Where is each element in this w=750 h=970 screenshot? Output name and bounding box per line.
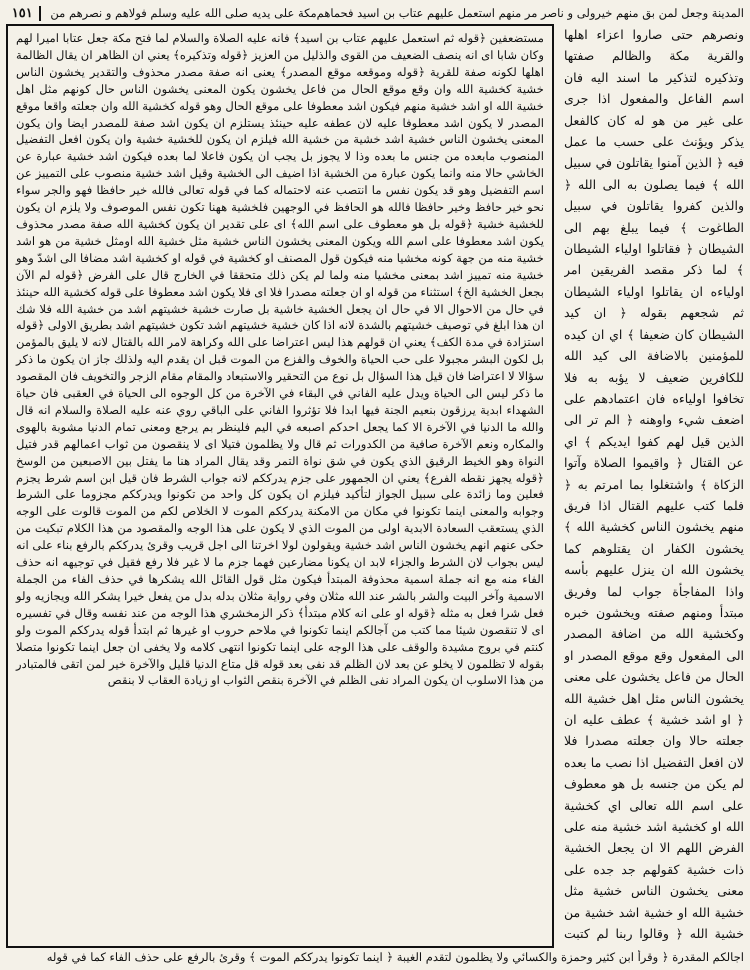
commentary-text: مستضعفين ﴿قوله ثم استعمل عليهم عتاب بن اسيد﴾ فانه عليه الصلاة والسلام لما فتح مكة جعل عتابا اميرا لهم وكان شابا اى انه ينصف الضعيف من القوى والذليل من العزيز ﴿قوله وتذكيره﴾ يعني ان الظاهر ان يقال الظالمة اهلها لكونه صفة للقرية ﴿قوله وموقعه موقع المصدر﴾ يعنى انه صفة مصدر محذوف والتقدير يخشون الناس خشية كخشية الله وان وقع موقع الحال من فاعل يخشون يكون المعنى يخشون الناس حال كونهم مثل اهل خشية الله او اشد خشية منهم فيكون اشد معطوفا على موقع الحال وهو قوله كخشية الله وان جعلته واقعا موقع المصدر لا يكون اشد معطوفا عليه لان عطفه عليه حينئذ يستلزم ان يكون اشد صفة للمصدر ايضا وان يكون المعنى يخشون الناس خشية اشد خشية من خشية الله فيلزم ان يكون للخشية خشية وان يكون افعل التفضيل المنصوب مابعده من جنس ما بعده وذا لا يجوز بل يجب ان يكون فاعلا لما بعده فيكون اشد خشية عبارة عن الخاشي حالا منه وانما يكون عبارة من الخشية اذا اضيف الى الخشية وقيل اشد خشية منصوب على التمييز عن اسم التفضيل وهو قد يكون نفس ما انتصب عنه لاحتماله كما في قوله تعالى فالله خير حافظا فهو والجر سواء نحو خير حافظ وخير حافظا فالله هو الحافظ في الوجهين فلخشية ههنا تكون نفس الموصوف ولا يلزم ان يكون للخشية خشية ﴿قوله بل هو معطوف على اسم الله﴾ اى على تقدير ان يكون كخشية الله صفة مصدر محذوف يكون اشد معطوفا على اسم الله ويكون المعنى يخشون الناس خشية مثل خشية الله اومثل خشية من هو اشد خشية منه من جهة كونه مخشيا منه فيكون قول المصنف او كخشية في قوله او كخشية اشد مضافا الى اشدّ وهو خشية منه تمييز اشد بمعنى مخشيا منه ولما لم يكن ذلك متحققا في الخارج قال على الفرض ﴿قوله لم الآن بجعل الخشية الخ﴾ استثناء من قوله او ان جعلته مصدرا فلا اى فلا يكون اشد معطوفا على قوله كخشية الله حينئذ في حال من الاحوال الا في حال ان يجعل الخشية خاشية بل صارت خشية خشيتهم اشد من خشية الله فلا شك ان هذا ابلغ في توصيف خشيتهم بالشدة لانه اذا كان خشية خشيتهم اشد تكون خشيتهم اشد بطريق الاولى ﴿قوله استزادة في مدة الكف﴾ يعني ان قولهم هذا ليس اعتراضا على الله وكراهة لامر الله بالقتال لانه لا يليق بالمؤمن بل لكون البشر مجبولا على حب الحياة والخوف والفزع من الموت قبل ان يقدم اليه ولذلك جاز ان يكون ما ذكر سؤالا لا اعتراضا فان قيل هذا السؤال بل نوع من التحقير والاستبعاد والمقام مقام الزجر والتخويف فان المقصود ما ذكر ليس الى الحياة ويدل عليه الفاني في البقاء في الآخرة من كل الوجوه الى الحياة في العقبى فان حياة الشهداء ابدية يرزقون بنعيم الجنة فيها ابدا فلا تؤثروا الفاني على الباقي روي عنه عليه الصلاة والسلام انه قال والله ما الدنيا في الآخرة الا كما يجعل احدكم اصبعه في اليم فلينظر بم يرجع ومعنى تمام الدنيا مشوبة بالهوى والمكاره ونعم الآخرة صافية من الكدورات ثم قال ولا يظلمون فتيلا اى لا ينقصون من ثواب اعمالهم قدر فتيل النواة وهو الخيط الرقيق الذي يكون في شق نواة التمر وقد يقال المراد هنا ما يفتل بين الاصبعين من الوسخ ﴿قوله يجهز نقطه الفرع﴾ يعني ان الجمهور على جزم يدرككم لانه جواب الشرط فان قيل ابن اسم شرط يجزم فعلين وما زائدة على سبيل الجواز لتأكيد فيلزم ان يكون كل واحد من تكونوا ويدرككم مجزوما على الشرط وجوابه والمعنى اينما تكونوا في مكان من الامكنة يدرككم الموت لا الخلاص لكم من الموت قالوت على الوجه الذي يستعقب السعادة الابدية اولى من الموت الذي لا يكون على هذا الوجه والمقصود من هذا الكلام تبكيت من حكى عنهم انهم يخشون الناس اشد خشية ويقولون لولا اخرتنا الى اجل قريب وقرئ يدرككم بالرفع بناء على انه ليس بجواب لان الشرط والجزاء لابد ان يكونا مضارعين فهما جزم ما لا غير فلا رفع فقيل في توجيهه انه حذف الفاء منه مع انه جملة اسمية محذوفة المبتدأ فيكون مثل قول القائل الله يشكرها في حذف الفاء من الجملة الاسمية وآخر البيت والشر بالشر عند الله مثلان وفي رواية مثلان بدله بدل من يفعل خيرا يشكر الله ويجازيه ولو فعل شرا فعل به مثله ﴿قوله او على انه كلام مبتدأ﴾ ذكر الزمخشري هذا الوجه من عند نفسه وقال في تفسيره اى لا تنقصون شيئا مما كتب من آجالكم اينما تكونوا في ملاحم حروب او غيرها ثم ابتدأ قوله يدرككم الموت ولو كنتم في بروج مشيدة والوقف على هذا الوجه على اينما تكونوا انتهى كلامه ولا يخفى ان جعل اينما تكونوا متصلا بقوله لا تظلمون لا يخلو عن بعد لان الظلم قد نفى بعد قوله قل متاع الدنيا قليل والآخرة خير لمن اتقى فالمتبادر من هذا الاسلوب ان يكون المراد نفى الظلم في الآخرة بنقص الثواب او زيادة العقاب لا بنقص [16, 31, 544, 688]
commentary-frame [6, 24, 554, 948]
page-number: ١٥١ [6, 6, 41, 21]
margin-tafsir-text: ونصرهم حتى صاروا اعزاء اهلها والقرية مكة والظالم صفتها وتذكيره لتذكير ما اسند اليه فان اسم الفاعل والمفعول اذا جرى على غير من هو له كان كالفعل يذكر ويؤنث على حسب ما عمل فيه ﴿ الذين آمنوا يقاتلون في سبيل الله ﴾ فيما يصلون به الى الله ﴿ والذين كفروا يقاتلون في سبيل الطاغوت ﴾ فيما يبلغ بهم الى الشيطان ﴿ فقاتلوا اولياء الشيطان ﴾ لما ذكر مقصد الفريقين امر اولياءه ان يقاتلوا اولياء الشيطان ثم شجعهم بقوله ﴿ ان كيد الشيطان كان ضعيفا ﴾ اي ان كيده للمؤمنين بالاضافة الى كيد الله للكافرين ضعيف لا يؤبه به فلا تخافوا اولياءه فان اعتمادهم على اضعف شيء واوهنه ﴿ الم تر الى الذين قيل لهم كفوا ايديكم ﴾ اي عن القتال ﴿ واقيموا الصلاة وآتوا الزكاة ﴾ واشتغلوا بما امرتم به ﴿ فلما كتب عليهم القتال اذا فريق منهم يخشون الناس كخشية الله ﴾ يخشون الكفار ان يقتلوهم كما يخشون الله ان ينزل عليهم بأسه واذا المفاجأة جواب لما وفريق مبتدأ ومنهم صفته ويخشون خبره وكخشية الله من اضافة المصدر الى المفعول وقع موقع المصدر او الحال من فاعل يخشون على معنى يخشون الناس مثل اهل خشية الله ﴿ او اشد خشية ﴾ عطف عليه ان جعلته حالا وان جعلته مصدرا فلا لان افعل التفضيل اذا نصب ما بعده لم يكن من جنسه بل هو معطوف على اسم الله تعالى اي كخشية الله او كخشية اشد خشية منه على الفرض اللهم الا ان يجعل الخشية ذات خشية كقولهم جد جده على معنى يخشون الناس خشية مثل خشية الله او خشية اشد خشية من خشية الله ﴿ وقالوا ربنا لم كتبت [564, 27, 744, 942]
bottom-line: اجالكم المقدرة ﴿ وقرأ ابن كثير وحمزة والكسائي ولا يظلمون لتقدم الغيبة ﴿ اينما تكونوا يدرككم الموت ﴾ وقرئ بالرفع على حذف الفاء كما في قوله [46, 950, 744, 964]
running-title: المدينة وجعل لمن بق منهم خيرولى و ناصر مر منهم استعمل عليهم عتاب بن اسيد فحماهم [316, 6, 744, 20]
chapter-note: مكة على يديه صلى الله عليه وسلم فولاهم و نصرهم من ١٥١ [6, 6, 317, 21]
page-header [6, 2, 744, 24]
